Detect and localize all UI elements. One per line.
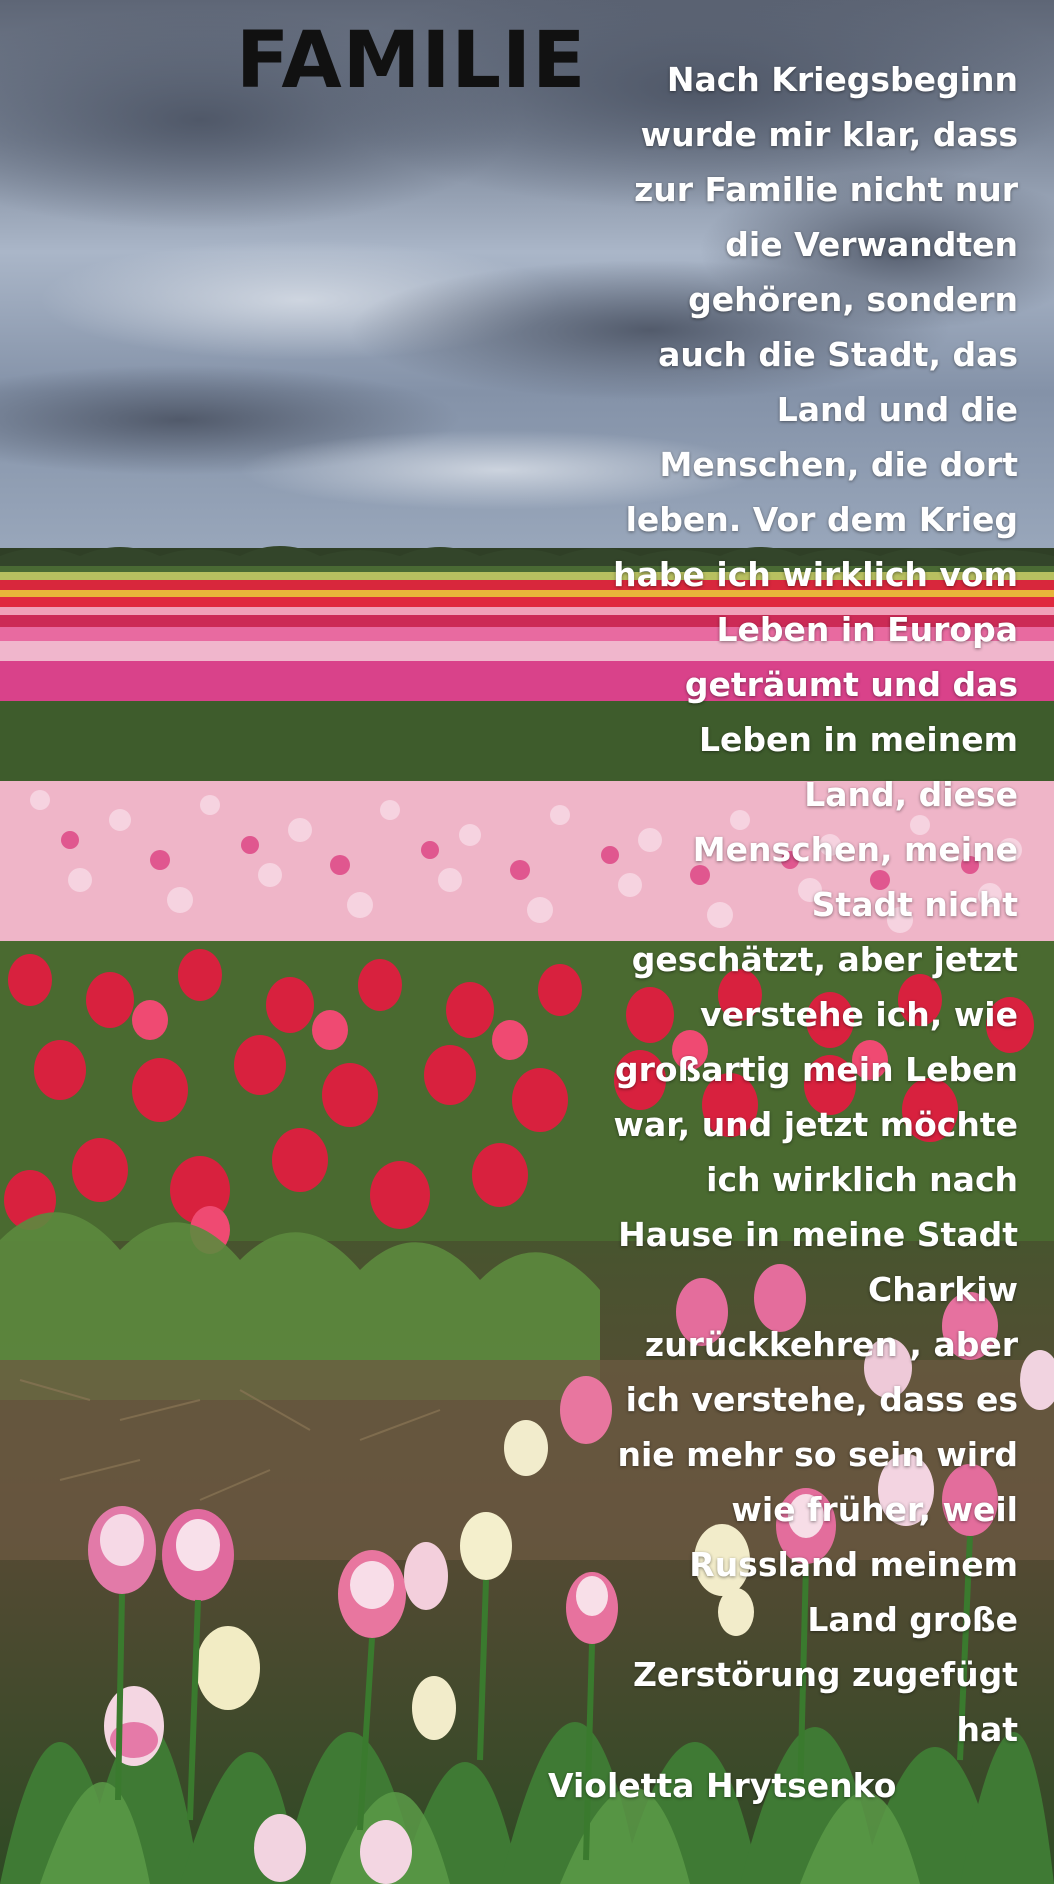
body-line: Land und die	[776, 390, 1018, 429]
body-line: die Verwandten	[725, 225, 1018, 264]
body-line: zurückkehren , aber	[644, 1325, 1018, 1364]
body-line: großartig mein Leben	[614, 1050, 1018, 1089]
body-line: geträumt und das	[684, 665, 1018, 704]
body-line: Charkiw	[868, 1270, 1018, 1309]
body-line: habe ich wirklich vom	[613, 555, 1018, 594]
body-line: Hause in meine Stadt	[618, 1215, 1018, 1254]
body-line: Menschen, meine	[692, 830, 1018, 869]
body-line: wie früher, weil	[731, 1490, 1018, 1529]
body-line: gehören, sondern	[688, 280, 1018, 319]
body-line: hat	[956, 1710, 1018, 1749]
body-line: auch die Stadt, das	[658, 335, 1018, 374]
story-title: FAMILIE	[236, 16, 587, 106]
body-line: Land, diese	[804, 775, 1018, 814]
body-line: geschätzt, aber jetzt	[631, 940, 1018, 979]
body-line: Leben in meinem	[698, 720, 1018, 759]
body-line: Leben in Europa	[716, 610, 1018, 649]
body-line: nie mehr so sein wird	[617, 1435, 1018, 1474]
body-line: Russland meinem	[689, 1545, 1018, 1584]
body-line: Stadt nicht	[811, 885, 1018, 924]
body-line: leben. Vor dem Krieg	[625, 500, 1018, 539]
body-line: Land große	[807, 1600, 1018, 1639]
body-line: wurde mir klar, dass	[640, 115, 1018, 154]
body-line: Nach Kriegsbeginn	[666, 60, 1018, 99]
story-body-text	[548, 52, 1018, 1757]
body-line: war, und jetzt möchte	[613, 1105, 1018, 1144]
body-line: ich verstehe, dass es	[625, 1380, 1018, 1419]
body-line: Menschen, die dort	[659, 445, 1018, 484]
body-line: ich wirklich nach	[706, 1160, 1018, 1199]
body-line: Zerstörung zugefügt	[633, 1655, 1018, 1694]
author-name: Violetta Hrytsenko	[548, 1766, 897, 1805]
body-line: zur Familie nicht nur	[634, 170, 1018, 209]
body-line: verstehe ich, wie	[700, 995, 1018, 1034]
